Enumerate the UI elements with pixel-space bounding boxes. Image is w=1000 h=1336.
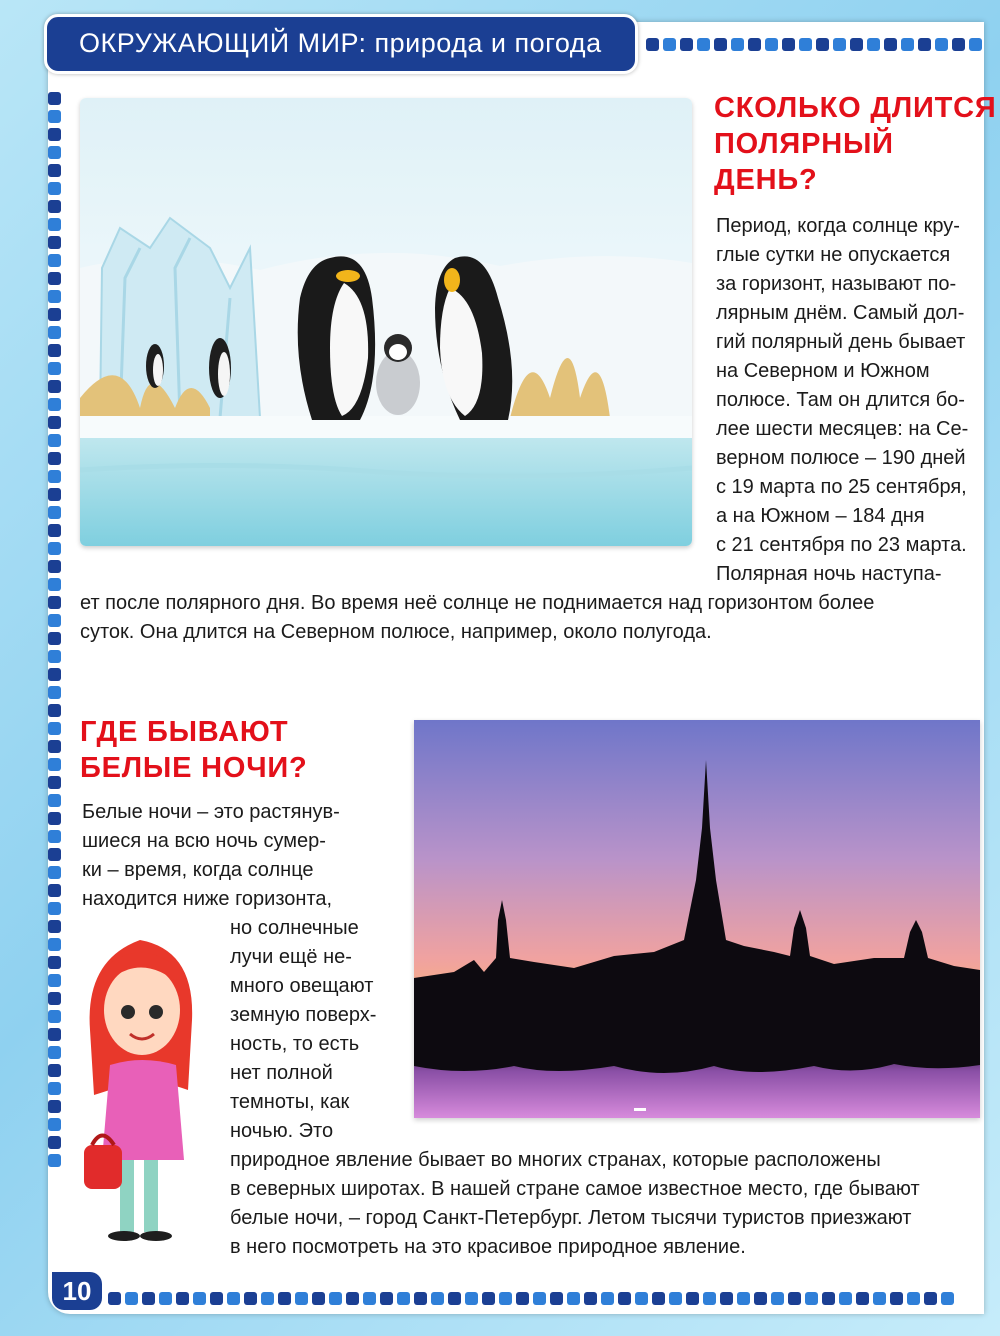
section2-heading [80, 714, 308, 786]
border-dot [48, 398, 61, 411]
section1-text-full [80, 589, 874, 647]
border-dot [278, 1292, 291, 1305]
border-dot [48, 938, 61, 951]
border-dot [48, 866, 61, 879]
border-dot [703, 1292, 716, 1305]
border-dot [48, 830, 61, 843]
border-dot [48, 488, 61, 501]
section1-text-column [716, 212, 968, 589]
text-line: земную поверх- [230, 1004, 377, 1026]
text-line: лее шести месяцев: на Се- [716, 418, 969, 440]
border-dot [533, 1292, 546, 1305]
text-line: нет полной [230, 1062, 333, 1084]
text-line: гий полярный день бывает [716, 331, 966, 353]
border-dot [482, 1292, 495, 1305]
border-dot [48, 524, 61, 537]
border-dot [941, 1292, 954, 1305]
girl-illustration [80, 930, 220, 1250]
text-line: полюсе. Там он длится бо- [716, 389, 965, 411]
border-dot [125, 1292, 138, 1305]
border-dot [48, 308, 61, 321]
border-dot [108, 1292, 121, 1305]
border-dot [652, 1292, 665, 1305]
border-dot [890, 1292, 903, 1305]
text-line: глые сутки не опускается [716, 244, 951, 266]
border-dot [48, 596, 61, 609]
text-line: с 19 марта по 25 сентября, [716, 476, 967, 498]
border-dot [48, 434, 61, 447]
border-dot [499, 1292, 512, 1305]
border-dot [48, 884, 61, 897]
border-dot [48, 758, 61, 771]
border-dot [788, 1292, 801, 1305]
border-dot [48, 200, 61, 213]
border-dot [414, 1292, 427, 1305]
border-dot [48, 344, 61, 357]
border-dot [48, 470, 61, 483]
text-line: лярным днём. Самый дол- [716, 302, 965, 324]
chapter-title [79, 28, 602, 59]
border-dot [465, 1292, 478, 1305]
border-dot [48, 650, 61, 663]
border-dot [48, 254, 61, 267]
white-nights-city-illustration [414, 720, 980, 1118]
border-dot [227, 1292, 240, 1305]
border-dot [48, 542, 61, 555]
text-line: находится ниже горизонта, [82, 888, 333, 910]
border-dot [935, 38, 948, 51]
border-dot [48, 722, 61, 735]
text-line: ки – время, когда солнце [82, 859, 314, 881]
border-dot [952, 38, 965, 51]
text-line: за горизонт, называют по- [716, 273, 957, 295]
section2-heading-line: БЕЛЫЕ НОЧИ? [80, 752, 308, 784]
border-dot [48, 668, 61, 681]
border-dot [48, 1136, 61, 1149]
text-line: ность, то есть [230, 1033, 360, 1055]
border-dot [48, 236, 61, 249]
border-dot [48, 740, 61, 753]
border-dot [618, 1292, 631, 1305]
border-dot [969, 38, 982, 51]
border-dot [48, 704, 61, 717]
section2-text-c [230, 1146, 920, 1262]
border-dot [48, 326, 61, 339]
chapter-title-sub: природа и погода [374, 28, 602, 58]
border-dot [48, 1118, 61, 1131]
top-dot-border [646, 38, 982, 51]
border-dot [867, 38, 880, 51]
penguins-illustration [80, 98, 692, 546]
border-dot [48, 506, 61, 519]
border-dot [924, 1292, 937, 1305]
border-dot [799, 38, 812, 51]
border-dot [244, 1292, 257, 1305]
text-line: ночью. Это [230, 1120, 334, 1142]
text-line: природное явление бывает во многих странах, которые расположены [230, 1149, 881, 1171]
border-dot [448, 1292, 461, 1305]
border-dot [48, 380, 61, 393]
border-dot [663, 38, 676, 51]
border-dot [550, 1292, 563, 1305]
section2-text-b [230, 914, 376, 1146]
border-dot [210, 1292, 223, 1305]
border-dot [601, 1292, 614, 1305]
border-dot [48, 182, 61, 195]
border-dot [850, 38, 863, 51]
border-dot [48, 686, 61, 699]
section1-heading-line: ПОЛЯРНЫЙ [714, 128, 894, 160]
border-dot [48, 920, 61, 933]
border-dot [884, 38, 897, 51]
section2-heading-line: ГДЕ БЫВАЮТ [80, 716, 289, 748]
text-line: лучи ещё не- [230, 946, 352, 968]
border-dot [48, 92, 61, 105]
border-dot [816, 38, 829, 51]
border-dot [731, 38, 744, 51]
border-dot [720, 1292, 733, 1305]
text-line: много овещают [230, 975, 374, 997]
border-dot [584, 1292, 597, 1305]
border-dot [48, 1154, 61, 1167]
border-dot [516, 1292, 529, 1305]
border-dot [48, 848, 61, 861]
border-dot [142, 1292, 155, 1305]
text-line: верном полюсе – 190 дней [716, 447, 966, 469]
border-dot [748, 38, 761, 51]
bottom-dot-border [108, 1292, 954, 1305]
section1-heading [714, 90, 997, 198]
border-dot [901, 38, 914, 51]
text-line: темноты, как [230, 1091, 350, 1113]
border-dot [48, 794, 61, 807]
border-dot [48, 1064, 61, 1077]
border-dot [48, 560, 61, 573]
border-dot [697, 38, 710, 51]
border-dot [839, 1292, 852, 1305]
text-line: суток. Она длится на Северном полюсе, например, около полугода. [80, 621, 712, 643]
border-dot [686, 1292, 699, 1305]
border-dot [907, 1292, 920, 1305]
border-dot [48, 812, 61, 825]
border-dot [431, 1292, 444, 1305]
border-dot [295, 1292, 308, 1305]
border-dot [176, 1292, 189, 1305]
border-dot [48, 362, 61, 375]
border-dot [822, 1292, 835, 1305]
border-dot [48, 578, 61, 591]
border-dot [48, 452, 61, 465]
border-dot [193, 1292, 206, 1305]
border-dot [48, 776, 61, 789]
page-number: 10 [52, 1272, 102, 1310]
border-dot [397, 1292, 410, 1305]
border-dot [48, 992, 61, 1005]
border-dot [363, 1292, 376, 1305]
border-dot [48, 146, 61, 159]
border-dot [48, 614, 61, 627]
chapter-header [44, 14, 638, 74]
border-dot [918, 38, 931, 51]
border-dot [48, 1100, 61, 1113]
border-dot [669, 1292, 682, 1305]
text-line: шиеся на всю ночь сумер- [82, 830, 326, 852]
border-dot [48, 290, 61, 303]
text-line: белые ночи, – город Санкт-Петербург. Летом тысячи туристов приезжают [230, 1207, 912, 1229]
border-dot [646, 38, 659, 51]
border-dot [833, 38, 846, 51]
border-dot [754, 1292, 767, 1305]
border-dot [48, 272, 61, 285]
text-line: Полярная ночь наступа- [716, 563, 942, 585]
border-dot [48, 956, 61, 969]
border-dot [48, 110, 61, 123]
border-dot [48, 164, 61, 177]
border-dot [261, 1292, 274, 1305]
border-dot [48, 974, 61, 987]
border-dot [48, 1028, 61, 1041]
border-dot [48, 128, 61, 141]
text-line: в северных широтах. В нашей стране самое известное место, где бывают [230, 1178, 920, 1200]
border-dot [805, 1292, 818, 1305]
border-dot [312, 1292, 325, 1305]
border-dot [737, 1292, 750, 1305]
border-dot [48, 1046, 61, 1059]
border-dot [873, 1292, 886, 1305]
text-line: но солнечные [230, 917, 359, 939]
section1-heading-line: СКОЛЬКО ДЛИТСЯ [714, 92, 997, 124]
border-dot [48, 632, 61, 645]
border-dot [635, 1292, 648, 1305]
text-line: на Северном и Южном [716, 360, 930, 382]
border-dot [680, 38, 693, 51]
border-dot [48, 1082, 61, 1095]
border-dot [48, 218, 61, 231]
border-dot [380, 1292, 393, 1305]
border-dot [48, 416, 61, 429]
text-line: Белые ночи – это растянув- [82, 801, 340, 823]
border-dot [771, 1292, 784, 1305]
border-dot [346, 1292, 359, 1305]
border-dot [714, 38, 727, 51]
border-dot [329, 1292, 342, 1305]
text-line: а на Южном – 184 дня [716, 505, 925, 527]
section1-heading-line: ДЕНЬ? [714, 164, 818, 196]
text-line: Период, когда солнце кру- [716, 215, 960, 237]
text-line: ет после полярного дня. Во время неё солнце не поднимается над горизонтом более [80, 592, 875, 614]
border-dot [567, 1292, 580, 1305]
text-line: в него посмотреть на это красивое природное явление. [230, 1236, 746, 1258]
border-dot [48, 1010, 61, 1023]
border-dot [159, 1292, 172, 1305]
section2-text-a [82, 798, 340, 914]
chapter-title-main: ОКРУЖАЮЩИЙ МИР: [79, 28, 367, 58]
border-dot [856, 1292, 869, 1305]
border-dot [48, 902, 61, 915]
border-dot [765, 38, 778, 51]
border-dot [782, 38, 795, 51]
left-dot-border [48, 92, 61, 1167]
text-line: с 21 сентября по 23 марта. [716, 534, 967, 556]
